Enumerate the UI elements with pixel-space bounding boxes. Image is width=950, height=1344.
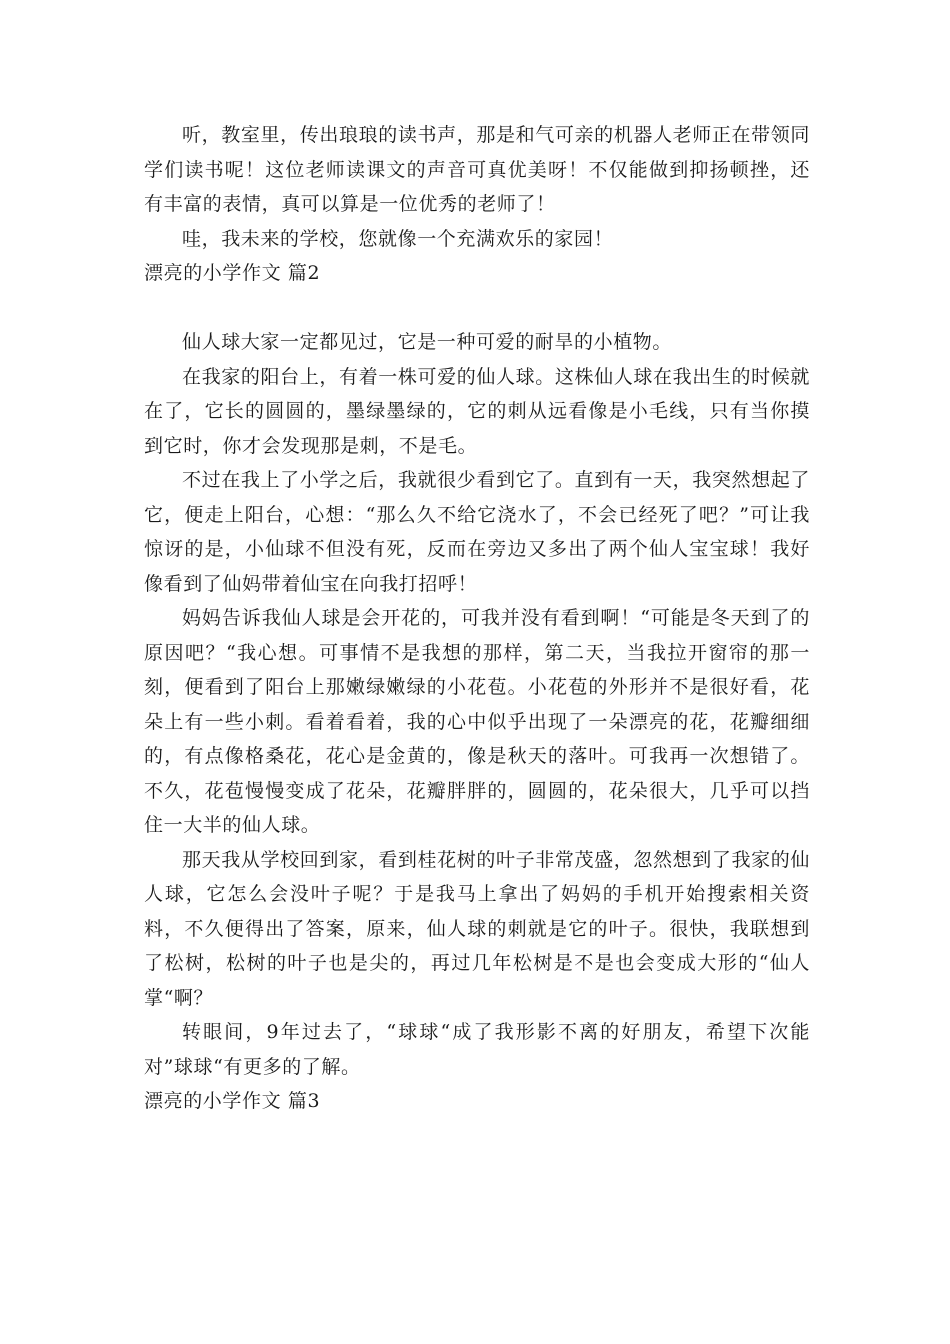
paragraph-cactus-babies: 不过在我上了小学之后，我就很少看到它了。直到有一天，我突然想起了它，便走上阳台，心想：“那么久不给它浇水了，不会已经死了吧？”可让我惊讶的是，小仙球不但没有死，反而在旁边又多出了两个仙人宝宝球！我好像看到了仙妈带着仙宝在向我打招呼！ xyxy=(144,469,810,595)
paragraph-classroom: 听，教室里，传出琅琅的读书声，那是和气可亲的机器人老师正在带领同学们读书呢！这位老师读课文的声音可真优美呀！不仅能做到抑扬顿挫，还有丰富的表情，真可以算是一位优秀的老师了！ xyxy=(144,124,810,215)
section-spacer xyxy=(144,291,810,326)
section-title-3: 漂亮的小学作文 篇3 xyxy=(144,1090,321,1112)
paragraph-cactus-intro: 仙人球大家一定都见过，它是一种可爱的耐旱的小植物。 xyxy=(182,331,673,353)
essay-body xyxy=(144,118,810,1119)
paragraph-future-school: 哇，我未来的学校，您就像一个充满欢乐的家园！ xyxy=(182,227,614,250)
paragraph-cactus-balcony: 在我家的阳台上，有着一株可爱的仙人球。这株仙人球在我出生的时候就在了，它长的圆圆的，墨绿墨绿的，它的刺从远看像是小毛线，只有当你摸到它时，你才会发现那是刺，不是毛。 xyxy=(144,365,810,457)
paragraph-cactus-flower: 妈妈告诉我仙人球是会开花的，可我并没有看到啊！“可能是冬天到了的原因吧？“我心想。可事情不是我想的那样，第二天，当我拉开窗帘的那一刻，便看到了阳台上那嫩绿嫩绿的小花苞。小花苞的外形并不是很好看，花朵上有一些小刺。看着看着，我的心中似乎出现了一朵漂亮的花，花瓣细细的，有点像格桑花，花心是金黄的，像是秋天的落叶。可我再一次想错了。不久，花苞慢慢变成了花朵，花瓣胖胖的，圆圆的，花朵很大，几乎可以挡住一大半的仙人球。 xyxy=(144,607,810,836)
paragraph-nine-years-line2: 对”球球“有更多的了解。 xyxy=(144,1055,361,1078)
paragraph-nine-years-line1: 转眼间，9年过去了，“球球“成了我形影不离的好朋友，希望下次能 xyxy=(182,1021,810,1043)
section-title-2: 漂亮的小学作文 篇2 xyxy=(144,262,321,284)
paragraph-cactus-leaves: 那天我从学校回到家，看到桂花树的叶子非常茂盛，忽然想到了我家的仙人球，它怎么会没叶子呢？于是我马上拿出了妈妈的手机开始搜索相关资料，不久便得出了答案，原来，仙人球的刺就是它的叶子。很快，我联想到了松树，松树的叶子也是尖的，再过几年松树是不是也会变成大形的“仙人掌“啊？ xyxy=(144,848,810,1009)
